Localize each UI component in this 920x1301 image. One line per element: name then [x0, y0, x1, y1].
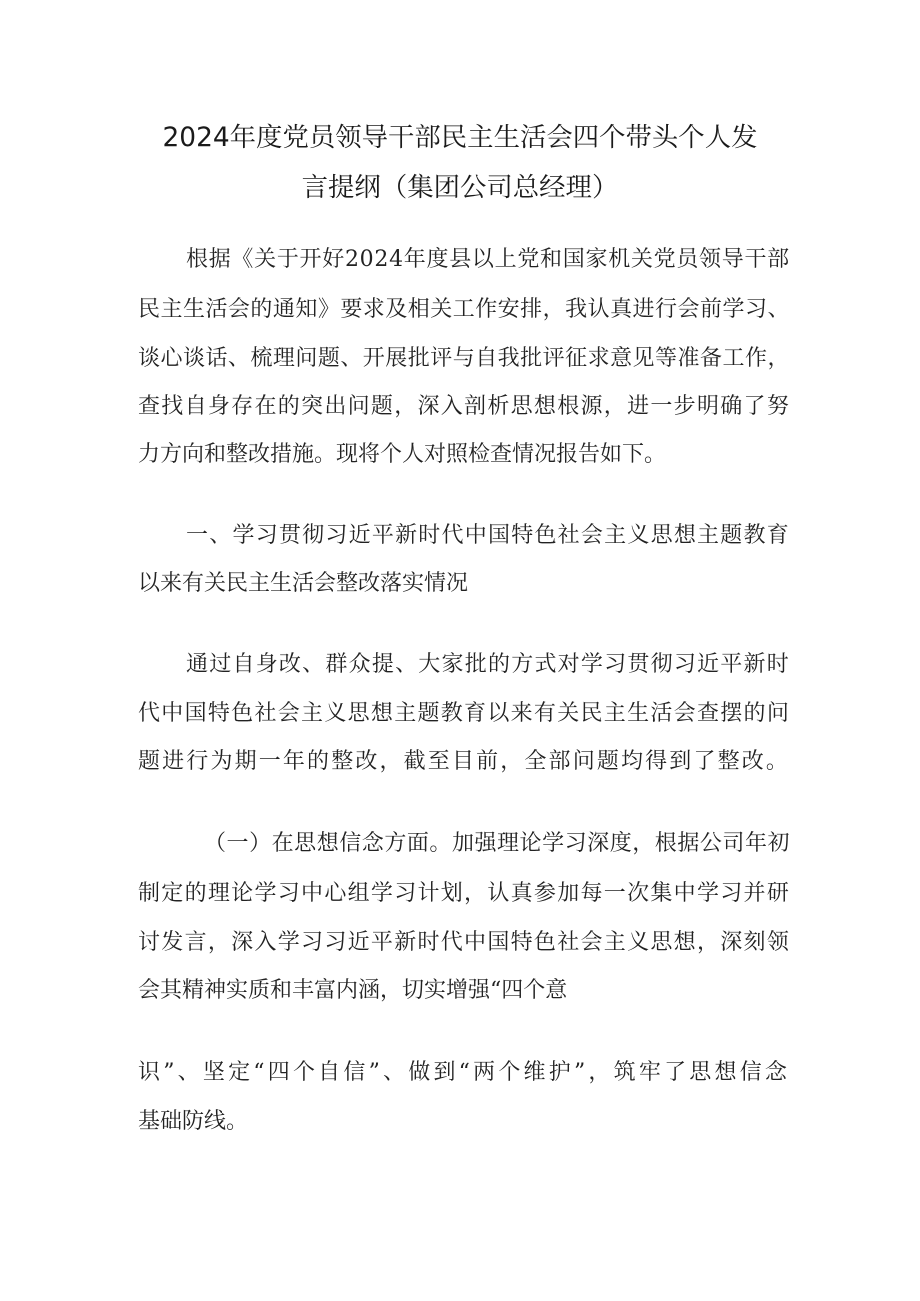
paragraph-1-line-3: 谈心谈话、梳理问题、开展批评与自我批评征求意见等准备工作， [138, 346, 790, 371]
paragraph-4-line-4: 会其精神实质和丰富内涵，切实增强“四个意 [138, 978, 568, 1003]
paragraph-5-line-1: 识”、坚定“四个自信”、做到“两个维护”，筑牢了思想信念 [138, 1060, 791, 1085]
section-heading-line-2: 以来有关民主生活会整改落实情况 [138, 571, 469, 596]
paragraph-4-line-2: 制定的理论学习中心组学习计划，认真参加每一次集中学习并研 [138, 881, 791, 906]
paragraph-3-line-1: 通过自身改、群众提、大家批的方式对学习贯彻习近平新时 [186, 652, 790, 677]
paragraph-4-line-1: （一）在思想信念方面。加强理论学习深度，根据公司年初 [204, 831, 791, 856]
section-heading-line-1: 一、学习贯彻习近平新时代中国特色社会主义思想主题教育 [186, 523, 790, 548]
document-title-line-1: 2024年度党员领导干部民主生活会四个带头个人发 [162, 122, 758, 153]
paragraph-1-line-2: 民主生活会的通知》要求及相关工作安排，我认真进行会前学习、 [138, 297, 790, 322]
paragraph-5-line-2: 基础防线。 [138, 1109, 249, 1134]
paragraph-3-line-2: 代中国特色社会主义思想主题教育以来有关民主生活会查摆的问 [138, 701, 791, 726]
paragraph-1-line-5: 力方向和整改措施。现将个人对照检查情况报告如下。 [138, 442, 667, 467]
document-title-line-2: 言提纲（集团公司总经理） [301, 172, 619, 203]
paragraph-1-line-1: 根据《关于开好2024年度县以上党和国家机关党员领导干部 [186, 247, 790, 272]
paragraph-1-line-4: 查找自身存在的突出问题，深入剖析思想根源，进一步明确了努 [138, 394, 791, 419]
paragraph-3-line-3: 题进行为期一年的整改，截至目前，全部问题均得到了整改。 [138, 749, 791, 774]
paragraph-4-line-3: 讨发言，深入学习习近平新时代中国特色社会主义思想，深刻领 [138, 930, 791, 955]
